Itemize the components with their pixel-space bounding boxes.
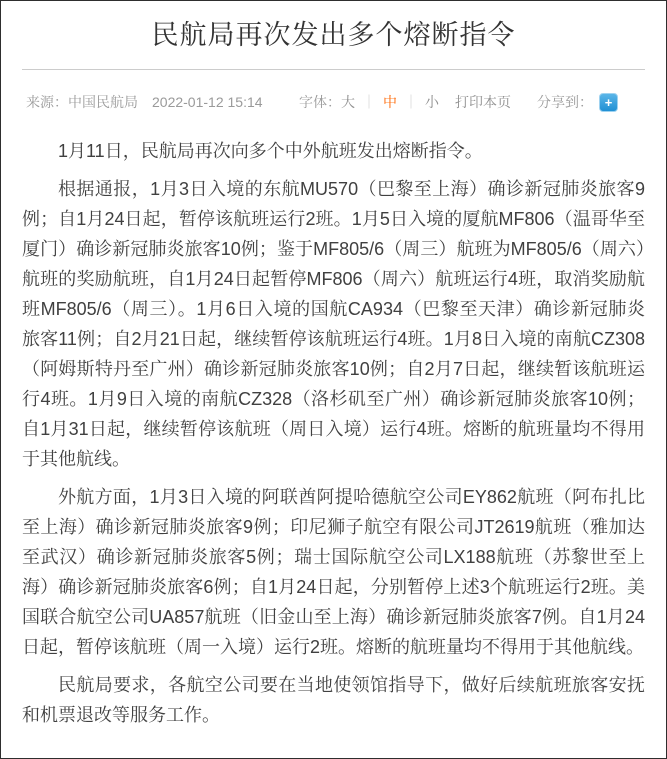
article-body bbox=[1, 112, 666, 758]
article-datetime: 2022-01-12 15:14 bbox=[152, 94, 263, 110]
separator: ｜ bbox=[404, 94, 418, 110]
article-source: 来源：中国民航局 bbox=[26, 94, 138, 110]
article-paragraph: 根据通报，1月3日入境的东航MU570（巴黎至上海）确诊新冠肺炎旅客9例；自1月24日起，暂停该航班运行2班。1月5日入境的厦航MF806（温哥华至厦门）确诊新冠肺炎旅客10例；鉴于MF805/6（周三）航班为MF805/6（周六）航班的奖励航班，自1月24日起暂停MF806（周六）航班运行4班，取消奖励航班MF805/6（周三）。1月6日入境的国航CA934（巴黎至天津）确诊新冠肺炎旅客11例；自2月21日起，继续暂停该航班运行4班。1月8日入境的南航CZ308（阿姆斯特丹至广州）确诊新冠肺炎旅客10例；自2月7日起，继续暂该航班运行4班。1月9日入境的南航CZ328（洛杉矶至广州）确诊新冠肺炎旅客10例；自1月31日起，继续暂停该航班（周日入境）运行4班。熔断的航班量均不得用于其他航线。 bbox=[22, 179, 645, 469]
share-plus-icon[interactable]: + bbox=[599, 93, 618, 112]
separator: ｜ bbox=[362, 94, 376, 110]
meta-actions-group bbox=[299, 92, 618, 112]
print-page-button[interactable]: 打印本页 bbox=[455, 94, 511, 110]
font-size-label: 字体： bbox=[299, 94, 341, 110]
font-size-medium-button[interactable]: 中 bbox=[383, 94, 397, 110]
title-divider bbox=[22, 69, 645, 70]
meta-source-group bbox=[26, 92, 263, 112]
meta-toolbar bbox=[1, 92, 666, 112]
share-to-label: 分享到： bbox=[537, 94, 593, 110]
article-paragraph: 1月11日，民航局再次向多个中外航班发出熔断指令。 bbox=[58, 141, 483, 161]
font-size-small-button[interactable]: 小 bbox=[425, 94, 439, 110]
font-size-large-button[interactable]: 大 bbox=[341, 94, 355, 110]
page-title: 民航局再次发出多个熔断指令 bbox=[151, 20, 516, 50]
article-paragraph: 民航局要求，各航空公司要在当地使领馆指导下，做好后续航班旅客安抚和机票退改等服务工作。 bbox=[22, 675, 645, 725]
article-paragraph: 外航方面，1月3日入境的阿联酋阿提哈德航空公司EY862航班（阿布扎比至上海）确诊新冠肺炎旅客9例；印尼狮子航空有限公司JT2619航班（雅加达至武汉）确诊新冠肺炎旅客5例；瑞士国际航空公司LX188航班（苏黎世至上海）确诊新冠肺炎旅客6例；自1月24日起，分别暂停上述3个航班运行2班。美国联合航空公司UA857航班（旧金山至上海）确诊新冠肺炎旅客7例。自1月24日起，暂停该航班（周一入境）运行2班。熔断的航班量均不得用于其他航线。 bbox=[22, 487, 645, 657]
